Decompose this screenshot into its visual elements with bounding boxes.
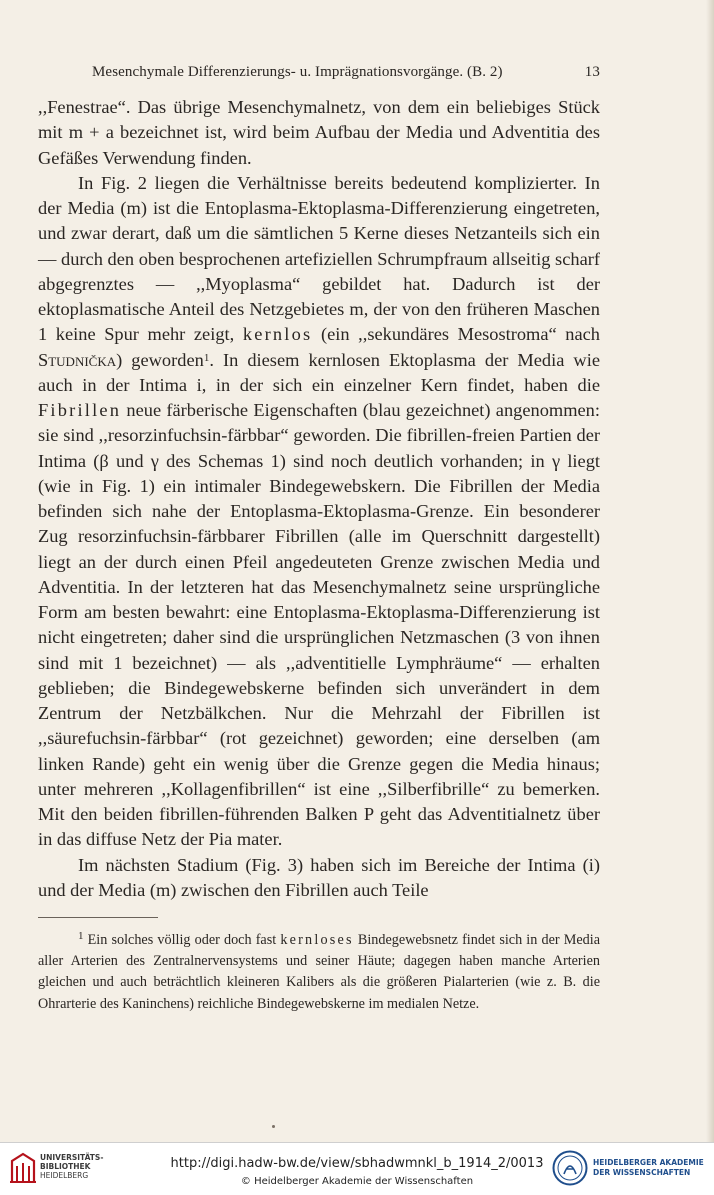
ub-line: UNIVERSITÄTS- bbox=[40, 1153, 104, 1162]
page-edge-shadow bbox=[706, 0, 714, 1142]
running-head bbox=[92, 64, 600, 81]
footnote-marker: 1 bbox=[78, 930, 84, 942]
academy-name bbox=[593, 1158, 704, 1178]
text-run: Ein solches völlig oder doch fast bbox=[83, 932, 281, 948]
copyright-notice: © Heidelberger Akademie der Wissenschaften bbox=[240, 1176, 474, 1187]
digitization-footer bbox=[0, 1142, 714, 1195]
text-run: (ein ,,sekundäres Mesostroma“ nach bbox=[312, 324, 600, 345]
text-run: In Fig. 2 liegen die Verhältnisse bereits bedeutend komplizierter. In der Media (m) ist die Entoplasma-Ektoplasma-Differenzierung eingetreten, und zwar derart, daß um die sämtlichen 5 Kerne dieses Netzanteils sich ein — durch den oben besprochenen artefiziellen Schrumpfraum allseitig scharf abgegrenztes — ,,Myoplasma“ gebildet hat. Dadurch ist der ektoplasmatische Anteil des Netzgebietes m, der von den früheren Maschen 1 keine Spur mehr zeigt, bbox=[38, 172, 600, 345]
ub-line: HEIDELBERG bbox=[40, 1171, 89, 1180]
emphasized-term: kernloses bbox=[280, 932, 354, 948]
text-run: . In diesem kernlosen Ektoplasma der Media wie auch in der Intima i, in der sich ein einzelner Kern findet, haben die bbox=[38, 349, 600, 395]
footnote-marker: 1 bbox=[203, 351, 210, 364]
emphasized-term: kernlos bbox=[242, 324, 313, 345]
text-run: neue färberische Eigenschaften (blau gezeichnet) angenommen: sie sind ,,resorzinfuchsin-färbbar“ geworden. Die fibrillen-freien Partien der Intima (β und γ des Schemas 1) sind noch deutlich vorhanden; in γ liegt (wie in Fig. 1) ein intimaler Bindegewebskern. Die Fibrillen der Media befinden sich nahe der Entoplasma-Ektoplasma-Grenze. Ein besonderer Zug resorzinfuchsin-färbbarer Fibrillen (alle im Querschnitt dargestellt) liegt an der durch einen Pfeil angedeuteten Grenze zwischen Media und Adventitia. In der letzteren hat das Mesenchymalnetz seine ursprüngliche Form am besten bewahrt: eine Entoplasma-Ektoplasma-Differenzierung ist nicht eingetreten; daher sind die ursprünglichen Netzmaschen (3 von ihnen sind mit 1 bezeichnet) — als ,,adventitielle Lymphräume“ — erhalten geblieben; die Bindegewebskerne befinden sich unverändert in dem Zentrum der Netzbälkchen. Nur die Mehrzahl der Fibrillen ist ,,säurefuchsin-färbbar“ (rot gezeichnet) geworden; eine derselben (am linken Rande) geht ein wenig über die Grenze gegen die Media hinaus; unter mehreren ,,Kollagenfibrillen“ ist eine ,,Silberfibrille“ zu bemerken. Mit den beiden fibrillen-führenden Balken P geht das Adventitialnetz über in das diffuse Netz der Pia mater. bbox=[38, 400, 600, 850]
academy-line: DER WISSENSCHAFTEN bbox=[593, 1168, 691, 1177]
paragraph bbox=[38, 95, 600, 171]
page-number: 13 bbox=[584, 64, 600, 80]
body-text bbox=[38, 95, 600, 903]
emphasized-term: Fibrillen bbox=[38, 400, 122, 420]
academy-line: HEIDELBERGER AKADEMIE bbox=[593, 1158, 704, 1167]
ub-line: BIBLIOTHEK bbox=[40, 1162, 91, 1171]
footnote bbox=[38, 930, 600, 1015]
academy-seal-icon bbox=[552, 1150, 588, 1186]
text-run: ,,Fenestrae“. Das übrige Mesenchymalnetz, von dem ein beliebiges Stück mit m + a bezeichnet ist, wird beim Aufbau der Media und Adventitia des Gefäßes Verwendung finden. bbox=[38, 97, 600, 168]
text-run: Im nächsten Stadium (Fig. 3) haben sich im Bereiche der Intima (i) und der Media (m) zwischen den Fibrillen auch Teile bbox=[38, 854, 600, 900]
paragraph bbox=[38, 171, 600, 853]
running-head-title: Mesenchymale Differenzierungs- u. Imprägnationsvorgänge. (B. 2) bbox=[92, 64, 503, 80]
paragraph bbox=[38, 853, 600, 904]
footnote-rule bbox=[38, 917, 158, 918]
author-name: Studnička bbox=[38, 349, 117, 370]
text-run: Bindegewebsnetz findet sich in der Media aller Arterien des Zentralnervensystems und seiner Häute; dagegen haben manche Arterien gleichen und auch beträchtlich kleineren Kalibers als die größeren Pialarterien (wie z. B. die Ohrarterie des Kaninchens) reichliche Bindegewebskerne im medialen Netze. bbox=[38, 932, 600, 1012]
page-speck bbox=[272, 1125, 275, 1128]
permalink-url[interactable]: http://digi.hadw-bw.de/view/sbhadwmnkl_b_1914_2/0013 bbox=[170, 1156, 544, 1171]
text-run: ) geworden bbox=[116, 349, 204, 370]
